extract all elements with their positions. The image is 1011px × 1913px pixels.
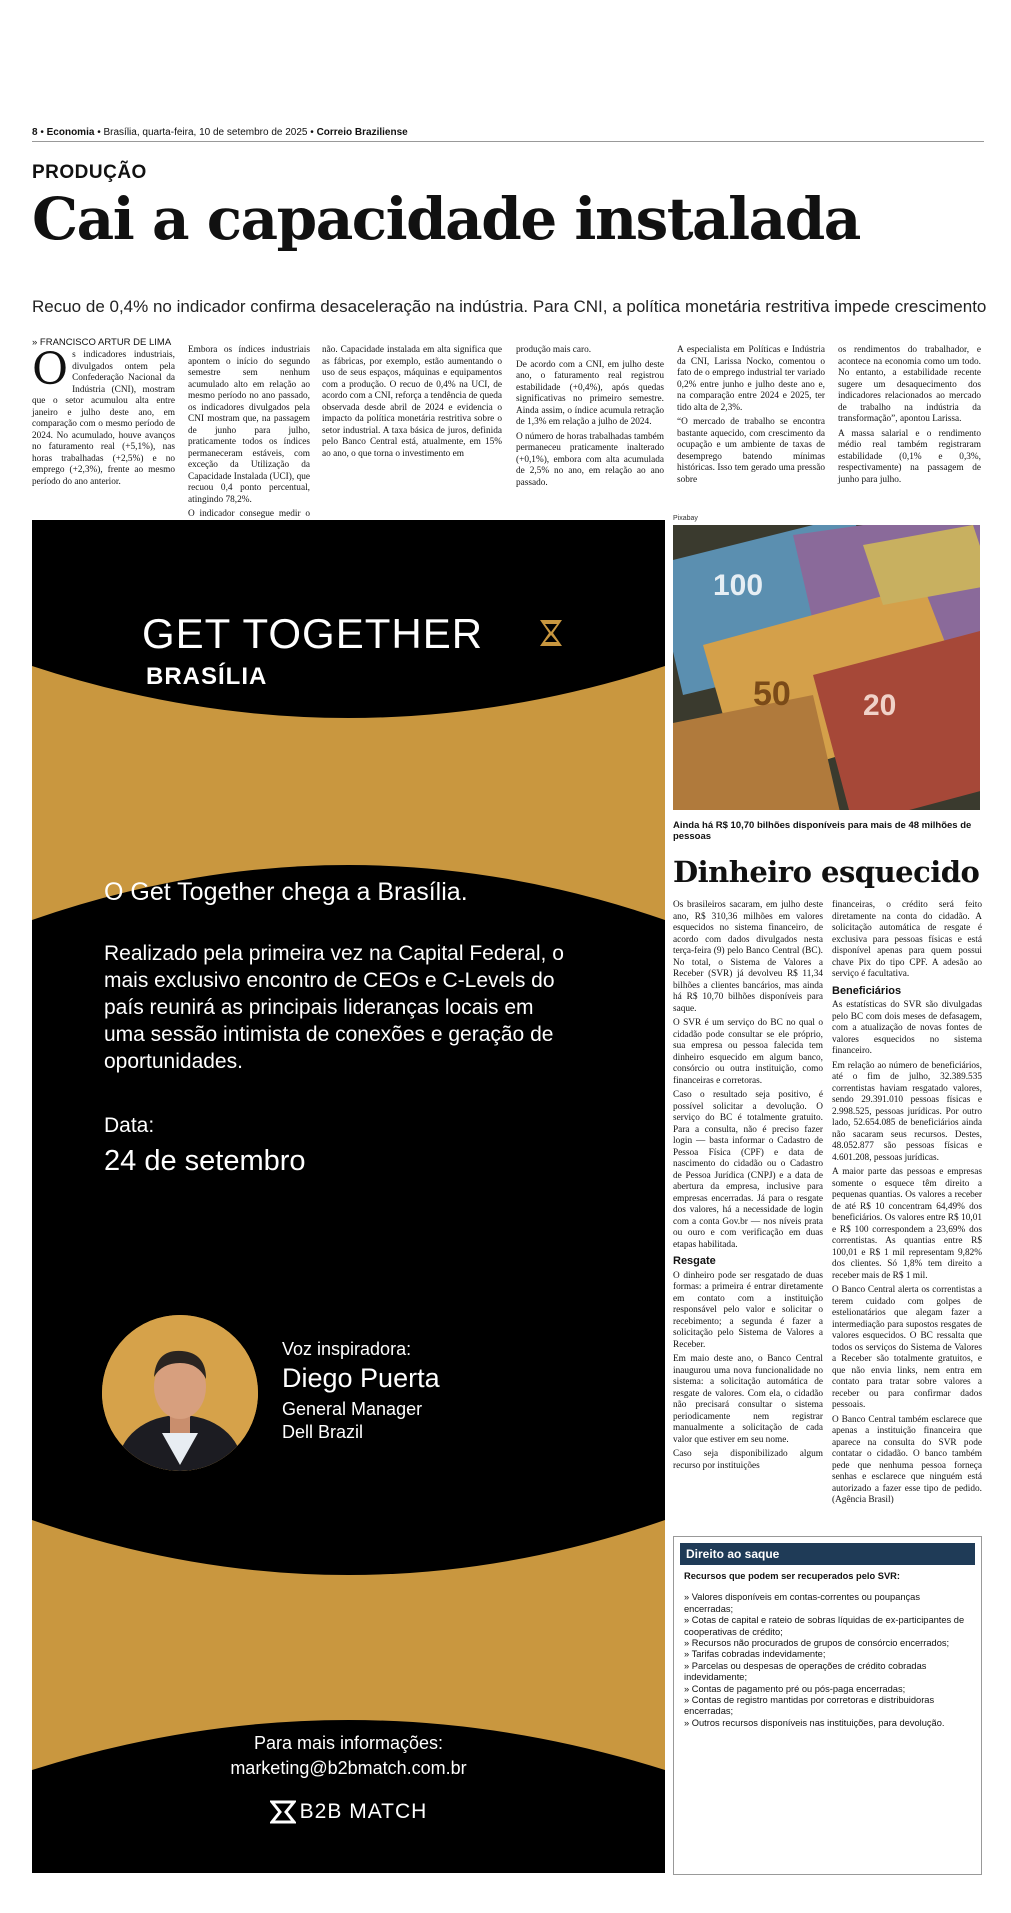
advertisement [32, 520, 665, 1873]
list-item: » Valores disponíveis em contas-correntes ou poupanças encerradas; [684, 1592, 920, 1614]
speaker-photo [102, 1315, 258, 1471]
brand-name: B2B MATCH [299, 1800, 428, 1823]
speaker-label: Voz inspiradora: [282, 1339, 412, 1359]
paragraph: Caso o resultado seja positivo, é possível solicitar a devolução. O serviço do BC é totalmente gratuito. Para a consulta, não é preciso fazer login — basta informar o Cadastro de Pessoa Física (CPF) e data de nascimento do cidadão ou o Cadastro de Pessoa Jurídica (CNPJ) e a data de abertura da empresa, inclusive para empresas encerradas. Já para o resgate dos valores, há a necessidade de login com a conta Gov.br — nos níveis prata ou ouro e com verificação em duas etapas habilitada. [673, 1090, 823, 1250]
paragraph: A massa salarial e o rendimento médio real também registraram estabilidade (0,1% e 0,3%, respectivamente) na passagem de junho para julho. [838, 428, 981, 485]
hourglass-logo-icon [538, 618, 564, 648]
paragraph: Em maio deste ano, o Banco Central inaugurou uma nova funcionalidade no sistema: a solicitação automática de resgate de valores. Com ela, o cidadão não precisará consultar o sistema periodicamente nem registrar manualmente a solicitação de cada valor que estiver em seu nome. [673, 1354, 823, 1445]
ad-date: 24 de setembro [104, 1145, 306, 1177]
paragraph: O Banco Central também esclarece que apenas a instituição financeira que aparece na consulta do SVR pode contatar o cidadão. O banco também pede que nenhuma pessoa forneça senhas e esclarece que ninguém está autorizado a fazer esse tipo de pedido. (Agência Brasil) [832, 1414, 982, 1505]
article-column-4 [516, 345, 664, 492]
ad-background [32, 520, 665, 1873]
dateline: Brasília, quarta-feira, 10 de setembro de 2025 [103, 127, 308, 138]
svg-text:100: 100 [713, 569, 764, 602]
b2b-logo-icon [270, 1800, 296, 1824]
ad-info-label: Para mais informações: [253, 1733, 444, 1753]
paragraph: O dinheiro pode ser resgatado de duas formas: a primeira é entrar diretamente em contato com a instituição responsável pelo valor e solicitar o recebimento; a segunda é fazer a solicitação pelo Sistema de Valores a Receber. [673, 1270, 823, 1350]
paragraph: Caso seja disponibilizado algum recurso por instituições [673, 1449, 823, 1471]
subhead-beneficiarios: Beneficiários [832, 984, 902, 997]
headline: Cai a capacidade instalada [32, 185, 860, 253]
list-item: » Contas de pagamento pré ou pós-paga encerradas; [684, 1683, 906, 1694]
page-number: 8 [32, 127, 38, 138]
ad-title: GET TOGETHER [142, 610, 484, 657]
section-name: Economia [46, 127, 95, 138]
brand-logo [32, 1800, 665, 1824]
speaker-company: Dell Brazil [282, 1422, 364, 1442]
list-item: » Recursos não procurados de grupos de consórcio encerrados; [684, 1638, 950, 1649]
article-column-6 [838, 345, 981, 489]
byline: » FRANCISCO ARTUR DE LIMA [32, 337, 172, 348]
ad-lead: O Get Together chega a Brasília. [104, 878, 468, 906]
paragraph: “O mercado de trabalho se encontra bastante aquecido, com crescimento da ocupação e um ambiente de taxas de desemprego batendo mínimas históricas. Isso tem gerado uma pressão sobre [677, 417, 825, 485]
photo-credit: Pixabay [673, 515, 698, 522]
article-column-1 [32, 344, 175, 488]
subhead-resgate: Resgate [673, 1255, 716, 1267]
paragraph: O Banco Central alerta os correntistas a terem cuidado com golpes de estelionatários que alegam fazer a intermediação para supostos resgates de valores esquecidos. O BC ressalta que todos os serviços do Sistema de Valores a Receber são totalmente gratuitos, e que não envia links, nem entra em contato para tratar sobre valores a receber ou para confirmar dados pessoais. [832, 1285, 982, 1410]
ad-city: BRASÍLIA [146, 663, 268, 690]
list-item: » Parcelas ou despesas de operações de crédito cobradas indevidamente; [684, 1660, 927, 1683]
speaker-role: General Manager [282, 1399, 423, 1419]
list-item: » Cotas de capital e rateio de sobras líquidas de ex-participantes de cooperativas de crédito; [684, 1615, 965, 1637]
article-column-2 [188, 345, 310, 547]
svg-text:20: 20 [863, 689, 897, 722]
paragraph: Embora os índices industriais apontem o início do segundo semestre sem nenhum acumulado alto em relação ao mesmo período no ano passado, os indicadores divulgados pela CNI mostram que, na passagem de junho para julho, praticamente todos os índices permaneceram estáveis, com exceção da Utilização da Capacidade Instalada (UCI), que recuou 0,4 ponto percentual, atingindo 78,2%. [188, 345, 310, 505]
side-title: Dinheiro esquecido [673, 855, 980, 889]
banknotes-image [673, 525, 980, 810]
svg-text:50: 50 [753, 675, 791, 713]
paragraph: As estatísticas do SVR são divulgadas pelo BC com dois meses de defasagem, com a atualização de novas fontes de valores esquecidos no sistema financeiro. [832, 1000, 982, 1056]
ad-email[interactable]: marketing@b2bmatch.com.br [230, 1758, 467, 1778]
article-column-5 [677, 345, 825, 489]
info-box-title: Direito ao saque [680, 1543, 975, 1565]
article-column-3 [322, 345, 502, 463]
photo-caption: Ainda há R$ 10,70 bilhões disponíveis para mais de 48 milhões de pessoas [673, 820, 972, 842]
info-box-intro: Recursos que podem ser recuperados pelo SVR: [684, 1571, 900, 1581]
paragraph: os rendimentos do trabalhador, e acontece na economia como um todo. No entanto, a estabilidade recente sugere um desaquecimento dos indicadores relacionados ao mercado de trabalho na indústria da transformação”, apontou Larissa. [838, 345, 981, 424]
column-text: s indicadores industriais, divulgados ontem pela Confederação Nacional da Indústria (CNI), mostram que o setor acumulou alta entre janeiro e julho deste ano, em comparação com o mesmo período de 2024. No acumulado, houve avanços no faturamento real (+5,1%), nas horas trabalhadas (+2,5%) e no emprego (+2,3%), frente ao mesmo período do ano anterior. [32, 350, 175, 487]
list-item: » Outros recursos disponíveis nas instituições, para devolução. [684, 1717, 945, 1728]
paragraph: produção mais caro. [516, 345, 592, 355]
deck: Recuo de 0,4% no indicador confirma desaceleração na indústria. Para CNI, a política monetária restritiva impede crescimento [32, 297, 987, 316]
paragraph: O SVR é um serviço do BC no qual o cidadão pode consultar se ele próprio, sua empresa ou pessoa falecida tem dinheiro esquecido em algum banco, consórcio ou outra instituição, como financeiras e corretoras. [673, 1018, 823, 1086]
paragraph: O número de horas trabalhadas também permaneceu praticamente inalterado (+0,1%), embora com alta acumulada de 2,5% no ano, em relação ao ano passado. [516, 431, 664, 488]
list-item: » Contas de registro mantidas por corretoras e distribuidoras encerradas; [684, 1695, 935, 1717]
paragraph: não. Capacidade instalada em alta significa que as fábricas, por exemplo, estão aumentando o uso de seus espaços, máquinas e equipamentos com a produção. O recuo de 0,4% na UCI, de acordo com a CNI, reforça a tendência de queda observada desde abril de 2024 e evidencia o impacto da política monetária restritiva sobre o setor industrial. A taxa básica de juros, definida pelo Banco Central está, atualmente, em 15% ao ano, o que torna o investimento em [322, 345, 502, 459]
ad-date-label: Data: [104, 1114, 155, 1137]
paragraph: De acordo com a CNI, em julho deste ano, o faturamento real registrou estabilidade (+0,4%), após quedas significativas no primeiro semestre. Ainda assim, o índice acumula retração de 1,3% em relação a julho de 2024. [516, 359, 664, 427]
person-icon [102, 1315, 258, 1471]
info-box-body [674, 1571, 981, 1729]
page-header: 8 • Economia • Brasília, quarta-feira, 10 de setembro de 2025 • Correio Braziliense [32, 127, 408, 138]
paragraph: Em relação ao número de beneficiários, até o fim de julho, 32.389.535 correntistas haviam resgatado valores, sendo 29.391.010 pessoas físicas e 2.998.525, pessoas jurídicas. Por outro lado, 52.654.085 de beneficiários ainda não sacaram seus recursos. Destes, 48.052.877 são pessoas físicas e 4.601.208, pessoas jurídicas. [832, 1060, 982, 1163]
side-column-left [673, 900, 823, 1475]
banknotes-photo [673, 525, 980, 810]
kicker: PRODUÇÃO [32, 162, 147, 183]
list-item: » Tarifas cobradas indevidamente; [684, 1649, 826, 1660]
side-column-right [832, 900, 982, 1510]
paper-name: Correio Braziliense [316, 127, 408, 138]
drop-cap: O [32, 344, 69, 395]
paragraph: O indicador consegue medir o [188, 509, 310, 519]
header-rule [32, 141, 984, 142]
ad-body: Realizado pela primeira vez na Capital Federal, o mais exclusivo encontro de CEOs e C-Levels do país reunirá as principais lideranças locais em uma sessão intimista de conexões e geração de oportunidades. [104, 942, 564, 1073]
paragraph: A maior parte das pessoas e empresas somente o esquece têm direito a pequenas quantias. Os valores a receber de até R$ 10 concentram 64,49% dos beneficiários. Os valores entre R$ 10,01 e R$ 100 correspondem a 23,69% dos correntistas. As quantias entre R$ 100,01 e R$ 1 mil representam 9,82% dos clientes. Só 1,8% tem direito a receber mais de R$ 1 mil. [832, 1167, 982, 1281]
speaker-name: Diego Puerta [282, 1363, 440, 1393]
paragraph: Os brasileiros sacaram, em julho deste ano, R$ 310,36 milhões em valores esquecidos no sistema financeiro, de acordo com dados divulgados nesta terça-feira (9) pelo Banco Central (BC). No total, o Sistema de Valores a Receber (SVR) já devolveu R$ 11,34 bilhões a clientes bancários, mas ainda há R$ 10,70 bilhões disponíveis para saque. [673, 900, 823, 1014]
info-box [673, 1536, 982, 1875]
paragraph: A especialista em Políticas e Indústria da CNI, Larissa Nocko, comentou o fato de o emprego industrial ter variado 0,2% entre junho e julho deste ano e, na comparação entre 2024 e 2025, ter tido alta de 2,3%. [677, 345, 825, 413]
paragraph: financeiras, o crédito será feito diretamente na conta do cidadão. A solicitação automática de resgate é exclusiva para pessoas físicas e está disponível apenas para quem possui chave Pix do tipo CPF. A adesão ao serviço é facultativa. [832, 900, 982, 979]
